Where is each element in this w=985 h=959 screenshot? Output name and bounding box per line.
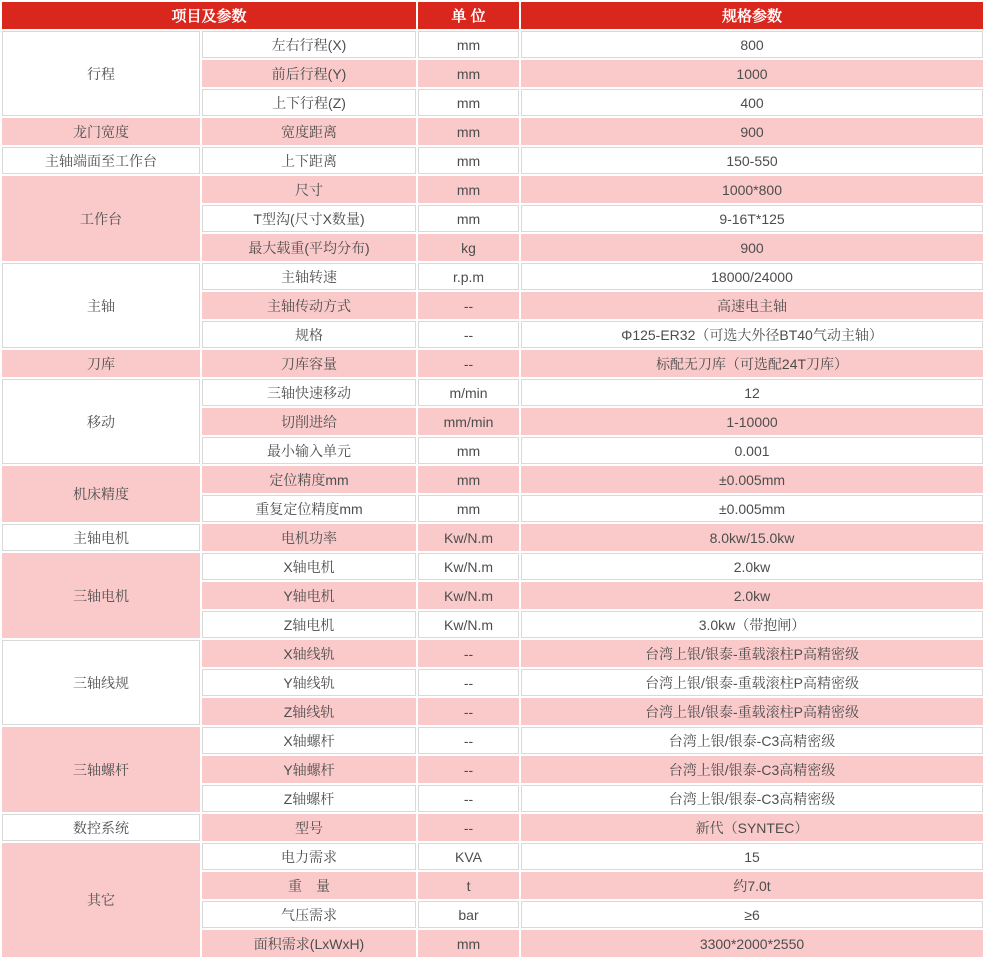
value-cell: 18000/24000	[521, 263, 983, 290]
unit-cell: Kw/N.m	[418, 611, 519, 638]
category-cell: 三轴电机	[2, 553, 200, 638]
unit-cell: mm	[418, 495, 519, 522]
unit-cell: Kw/N.m	[418, 582, 519, 609]
table-row	[2, 31, 983, 58]
param-cell: Z轴线轨	[202, 698, 416, 725]
table-row	[2, 524, 983, 551]
unit-cell: mm	[418, 205, 519, 232]
value-cell: 400	[521, 89, 983, 116]
param-cell: Z轴电机	[202, 611, 416, 638]
unit-cell: --	[418, 698, 519, 725]
value-cell: 台湾上银/银泰-重载滚柱P高精密级	[521, 669, 983, 696]
unit-cell: kg	[418, 234, 519, 261]
param-cell: 刀库容量	[202, 350, 416, 377]
spec-table-body	[2, 31, 983, 957]
category-cell: 数控系统	[2, 814, 200, 841]
param-cell: Y轴电机	[202, 582, 416, 609]
table-row	[2, 640, 983, 667]
category-cell: 龙门宽度	[2, 118, 200, 145]
table-row	[2, 843, 983, 870]
unit-cell: mm	[418, 60, 519, 87]
param-cell: 定位精度mm	[202, 466, 416, 493]
value-cell: 2.0kw	[521, 582, 983, 609]
unit-cell: mm	[418, 147, 519, 174]
value-cell: 12	[521, 379, 983, 406]
param-cell: T型沟(尺寸X数量)	[202, 205, 416, 232]
table-row	[2, 147, 983, 174]
param-cell: 面积需求(LxWxH)	[202, 930, 416, 957]
value-cell: 1-10000	[521, 408, 983, 435]
value-cell: 150-550	[521, 147, 983, 174]
param-cell: 重 量	[202, 872, 416, 899]
param-cell: X轴螺杆	[202, 727, 416, 754]
unit-cell: --	[418, 669, 519, 696]
unit-cell: bar	[418, 901, 519, 928]
unit-cell: mm	[418, 118, 519, 145]
value-cell: 标配无刀库（可选配24T刀库）	[521, 350, 983, 377]
unit-cell: --	[418, 640, 519, 667]
category-cell: 行程	[2, 31, 200, 116]
param-cell: 规格	[202, 321, 416, 348]
unit-cell: mm/min	[418, 408, 519, 435]
category-cell: 其它	[2, 843, 200, 957]
header-row	[2, 2, 983, 29]
value-cell: ±0.005mm	[521, 466, 983, 493]
param-cell: 主轴传动方式	[202, 292, 416, 319]
table-row	[2, 466, 983, 493]
value-cell: 新代（SYNTEC）	[521, 814, 983, 841]
table-row	[2, 814, 983, 841]
value-cell: 1000	[521, 60, 983, 87]
category-cell: 主轴电机	[2, 524, 200, 551]
unit-cell: --	[418, 756, 519, 783]
category-cell: 主轴	[2, 263, 200, 348]
unit-cell: mm	[418, 31, 519, 58]
value-cell: 台湾上银/银泰-C3高精密级	[521, 756, 983, 783]
unit-cell: --	[418, 321, 519, 348]
category-cell: 三轴线规	[2, 640, 200, 725]
param-cell: 尺寸	[202, 176, 416, 203]
value-cell: 高速电主轴	[521, 292, 983, 319]
value-cell: 1000*800	[521, 176, 983, 203]
category-cell: 刀库	[2, 350, 200, 377]
table-row	[2, 118, 983, 145]
value-cell: ≥6	[521, 901, 983, 928]
unit-cell: Kw/N.m	[418, 553, 519, 580]
header-items-params: 项目及参数	[2, 2, 416, 29]
value-cell: 3300*2000*2550	[521, 930, 983, 957]
unit-cell: --	[418, 292, 519, 319]
value-cell: 台湾上银/银泰-重载滚柱P高精密级	[521, 640, 983, 667]
table-row	[2, 727, 983, 754]
category-cell: 工作台	[2, 176, 200, 261]
header-unit: 单 位	[418, 2, 519, 29]
value-cell: 3.0kw（带抱闸）	[521, 611, 983, 638]
value-cell: 台湾上银/银泰-C3高精密级	[521, 727, 983, 754]
param-cell: 三轴快速移动	[202, 379, 416, 406]
param-cell: 前后行程(Y)	[202, 60, 416, 87]
param-cell: 切削进给	[202, 408, 416, 435]
unit-cell: --	[418, 814, 519, 841]
spec-table-header	[2, 2, 983, 29]
param-cell: X轴电机	[202, 553, 416, 580]
value-cell: 900	[521, 234, 983, 261]
param-cell: Y轴螺杆	[202, 756, 416, 783]
value-cell: 约7.0t	[521, 872, 983, 899]
unit-cell: mm	[418, 176, 519, 203]
param-cell: 最大载重(平均分布)	[202, 234, 416, 261]
param-cell: 重复定位精度mm	[202, 495, 416, 522]
value-cell: 2.0kw	[521, 553, 983, 580]
param-cell: 最小输入单元	[202, 437, 416, 464]
unit-cell: r.p.m	[418, 263, 519, 290]
header-spec-params: 规格参数	[521, 2, 983, 29]
param-cell: X轴线轨	[202, 640, 416, 667]
param-cell: Y轴线轨	[202, 669, 416, 696]
unit-cell: mm	[418, 89, 519, 116]
unit-cell: mm	[418, 930, 519, 957]
param-cell: 上下行程(Z)	[202, 89, 416, 116]
value-cell: 15	[521, 843, 983, 870]
category-cell: 机床精度	[2, 466, 200, 522]
param-cell: 宽度距离	[202, 118, 416, 145]
unit-cell: mm	[418, 437, 519, 464]
unit-cell: --	[418, 727, 519, 754]
param-cell: Z轴螺杆	[202, 785, 416, 812]
unit-cell: mm	[418, 466, 519, 493]
unit-cell: --	[418, 785, 519, 812]
value-cell: 9-16T*125	[521, 205, 983, 232]
table-row	[2, 263, 983, 290]
param-cell: 气压需求	[202, 901, 416, 928]
value-cell: 台湾上银/银泰-重载滚柱P高精密级	[521, 698, 983, 725]
unit-cell: KVA	[418, 843, 519, 870]
value-cell: 900	[521, 118, 983, 145]
category-cell: 三轴螺杆	[2, 727, 200, 812]
table-row	[2, 176, 983, 203]
param-cell: 型号	[202, 814, 416, 841]
value-cell: ±0.005mm	[521, 495, 983, 522]
unit-cell: Kw/N.m	[418, 524, 519, 551]
value-cell: 8.0kw/15.0kw	[521, 524, 983, 551]
value-cell: Φ125-ER32（可选大外径BT40气动主轴）	[521, 321, 983, 348]
value-cell: 800	[521, 31, 983, 58]
param-cell: 左右行程(X)	[202, 31, 416, 58]
unit-cell: m/min	[418, 379, 519, 406]
param-cell: 电力需求	[202, 843, 416, 870]
value-cell: 0.001	[521, 437, 983, 464]
category-cell: 移动	[2, 379, 200, 464]
param-cell: 主轴转速	[202, 263, 416, 290]
table-row	[2, 350, 983, 377]
unit-cell: t	[418, 872, 519, 899]
table-row	[2, 553, 983, 580]
unit-cell: --	[418, 350, 519, 377]
param-cell: 电机功率	[202, 524, 416, 551]
category-cell: 主轴端面至工作台	[2, 147, 200, 174]
table-row	[2, 379, 983, 406]
param-cell: 上下距离	[202, 147, 416, 174]
value-cell: 台湾上银/银泰-C3高精密级	[521, 785, 983, 812]
